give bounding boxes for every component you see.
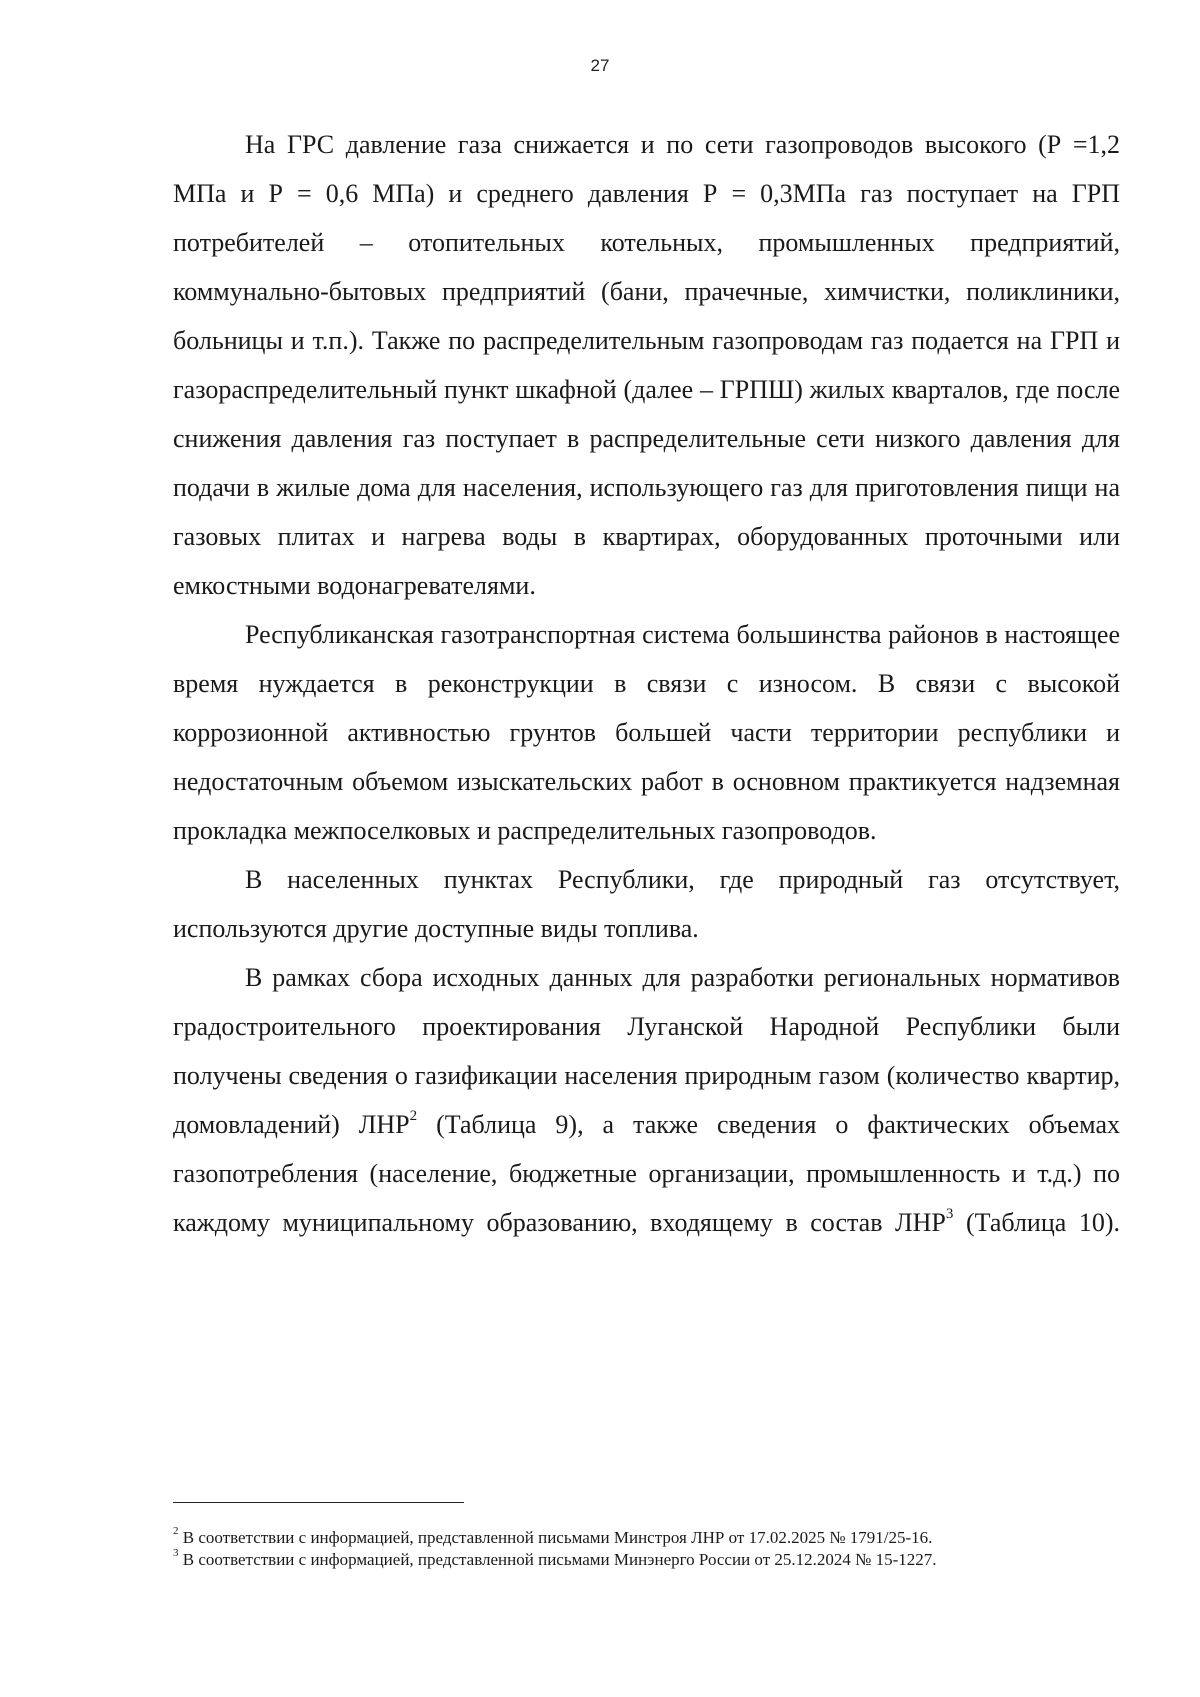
footnote-reference-2[interactable]: 2 bbox=[409, 1108, 418, 1125]
paragraph-other-fuel: В населенных пунктах Республики, где природный газ отсутствует, используются другие доступные виды топлива. bbox=[173, 865, 1120, 943]
paragraph-source-data-text-2: (Таблица 9), а также сведения о фактических объемах газопотребления (население, бюджетные организации, промышленность и т.д.) по каждому муниципальному образованию, входящему в состав ЛНР bbox=[173, 1110, 1120, 1237]
paragraph-source-data-text-3: (Таблица 10). bbox=[953, 1208, 1121, 1237]
paragraph-source-data-text-1: В рамках сбора исходных данных для разработки региональных нормативов градостроительного проектирования Луганской Народной Республики были получены сведения о газификации населения природным газом (количество квартир, домовладений) ЛНР bbox=[173, 963, 1120, 1139]
footnote-text: В соответствии с информацией, представленной письмами Минэнерго России от 25.12.2024 № 15-1227. bbox=[178, 1550, 937, 1569]
footnotes bbox=[173, 1527, 1120, 1571]
footnote-reference-3[interactable]: 3 bbox=[945, 1206, 954, 1223]
body-text bbox=[173, 120, 1120, 1247]
paragraph-gas-transport-system: Республиканская газотранспортная система большинства районов в настоящее время нуждается в реконструкции в связи с износом. В связи с высокой коррозионной активностью грунтов большей части территории республики и недостаточным объемом изыскательских работ в основном практикуется надземная прокладка межпоселковых и распределительных газопроводов. bbox=[173, 620, 1120, 845]
footnote-separator bbox=[173, 1502, 464, 1503]
footnote-mark: 2 bbox=[173, 1525, 179, 1538]
paragraph-source-data bbox=[173, 953, 1120, 1247]
paragraph-gas-distribution: На ГРС давление газа снижается и по сети газопроводов высокого (Р =1,2 МПа и Р = 0,6 МПа) и среднего давления Р = 0,3МПа газ поступает на ГРП потребителей – отопительных котельных, промышленных предприятий, коммунально-бытовых предприятий (бани, прачечные, химчистки, поликлиники, больницы и т.п.). Также по распределительным газопроводам газ подается на ГРП и газораспределительный пункт шкафной (далее – ГРПШ) жилых кварталов, где после снижения давления газ поступает в распределительные сети низкого давления для подачи в жилые дома для населения, использующего газ для приготовления пищи на газовых плитах и нагрева воды в квартирах, оборудованных проточными или емкостными водонагревателями. bbox=[173, 130, 1120, 600]
footnote-3 bbox=[173, 1549, 1120, 1571]
footnote-2 bbox=[173, 1527, 1120, 1549]
page-number: 27 bbox=[590, 56, 610, 75]
footnote-text: В соответствии с информацией, представленной письмами Минстроя ЛНР от 17.02.2025 № 1791/25-16. bbox=[178, 1528, 933, 1547]
footnote-mark: 3 bbox=[173, 1547, 179, 1560]
